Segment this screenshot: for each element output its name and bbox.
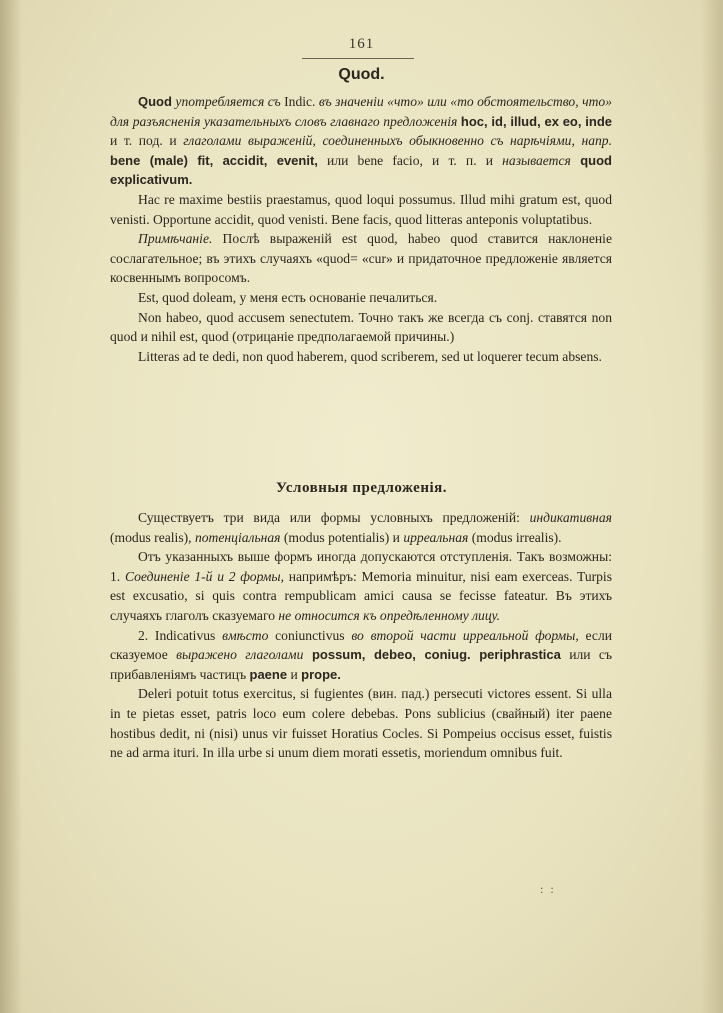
paragraph-indicativus: 2. Indicativus вмѣсто coniunctivus во второй части ирреальной формы, если сказуемое выражено глаголами possum, debeo, coniug. periphrastica или съ прибавленіямъ частицъ paene и prope. (110, 627, 612, 682)
paragraph-quod-examples: Hac re maxime bestiis praestamus, quod loqui possumus. Illud mihi gratum est, quod venisti. Opportune accidit, quod venisti. Bene facis, quod litteras anteponis voluptatibus. (110, 191, 612, 227)
section-quod-body (110, 92, 612, 366)
paragraph-non-habeo: Non habeo, quod accusem senectutem. Точно такъ же всегда съ conj. ставятся non quod и nihil est, quod (отрицаніе предполагаемой причины.) (110, 309, 612, 345)
paragraph-deviations: Отъ указанныхъ выше формъ иногда допускаются отступленія. Такъ возможны: 1. Соединеніе 1-й и 2 формы, напримѣръ: Memoria minuitur, nisi eam exerceas. Turpis est excusatio, si quis contra rempublicam amici causa se fecisse fateatur. Въ этихъ случаяхъ глаголъ сказуемаго не относится къ опредѣленному лицу. (110, 549, 613, 623)
paragraph-est-quod: Est, quod doleam, у меня есть основаніе печалиться. (138, 289, 438, 305)
paragraph-quod-definition: Quod употребляется съ Indic. въ значеніи «что» или «то обстоятельство, что» для разъясненія указательныхъ словъ главнаго предложенія hoc, id, illud, ex eo, inde и т. под. и глаголами выраженій, соединенныхъ обыкновенно съ нарѣчіями, напр. bene (male) fit, accidit, evenit, или bene facio, и т. п. и называется quod explicativum. (110, 94, 612, 188)
section-conditional-body (110, 508, 612, 763)
section-title: Quod. (338, 66, 385, 83)
page-left-shadow (0, 0, 22, 1013)
paragraph-three-forms: Существуетъ три вида или формы условныхъ предложеній: индикативная (modus realis), потенціальная (modus potentialis) и ирреальная (modus irrealis). (110, 510, 612, 545)
paragraph-note: Примѣчаніе. Послѣ выраженій est quod, habeo quod ставится наклоненіе сослагательное; въ этихъ случаяхъ «quod= «cur» и придаточное предложеніе является косвеннымъ вопросомъ. (110, 231, 612, 286)
footer-mark: : : (540, 882, 556, 896)
paragraph-litteras: Litteras ad te dedi, non quod haberem, quod scriberem, sed ut loquerer tecum absens. (138, 348, 602, 364)
header-rule (302, 58, 414, 59)
paragraph-latin-examples: Deleri potuit totus exercitus, si fugientes (вин. пад.) persecuti victores essent. Si ulla in te pietas esset, patris loco eum colere debebas. Pons sublicius (свайный) iter paene hostibus dedit, ni (nisi) unus vir fuisset Horatius Cocles. Si Pompeius occisus esset, fuistis ne ad arma ituri. In illa urbe si unum diem morati essetis, moriendum omnibus fuit. (110, 686, 612, 761)
subsection-title: Условныя предложенія. (276, 480, 447, 496)
page-number: 161 (348, 36, 375, 52)
page-right-shadow (701, 0, 723, 1013)
